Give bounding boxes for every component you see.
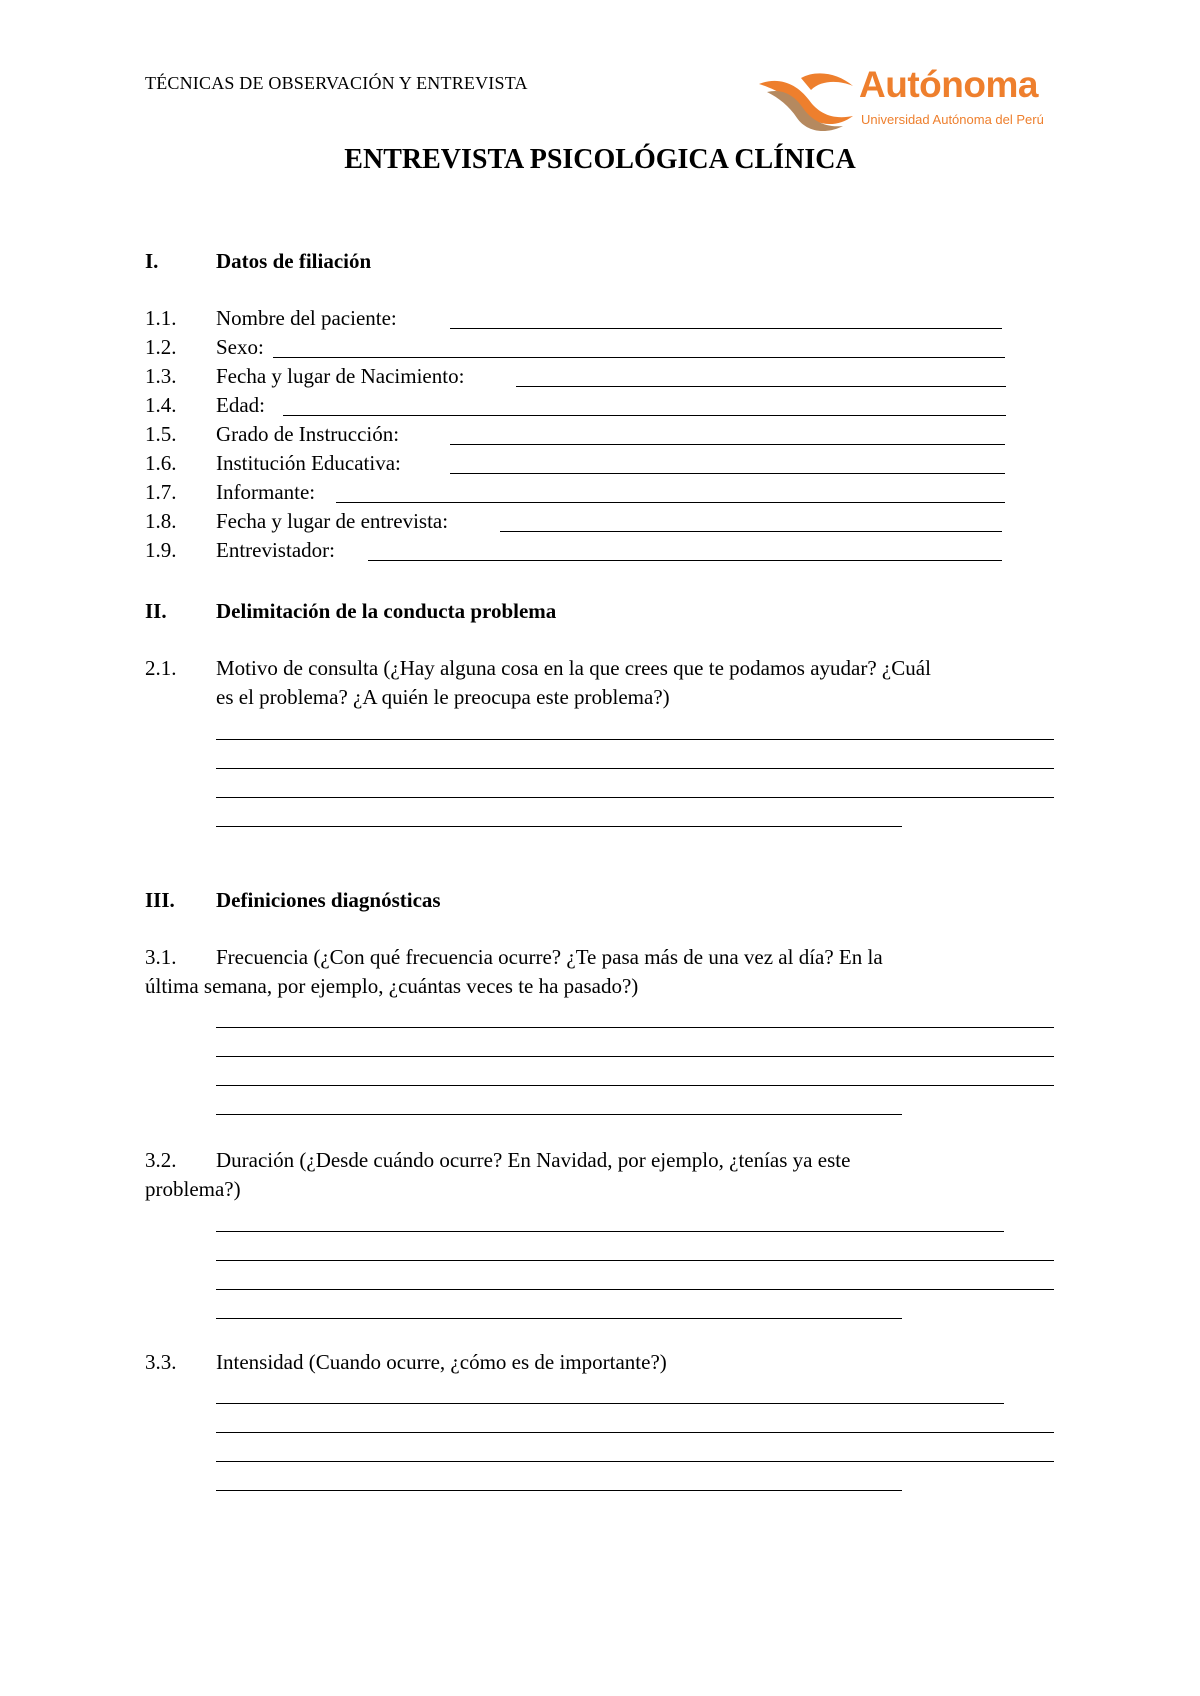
logo-swoosh-icon — [757, 70, 857, 134]
question-number: 3.2. — [145, 1148, 177, 1172]
question-text-line: última semana, por ejemplo, ¿cuántas veces te ha pasado?) — [145, 974, 639, 998]
field-number: 1.7. — [145, 480, 177, 504]
answer-line[interactable] — [216, 768, 1054, 769]
field-input-interviewer[interactable] — [368, 560, 1002, 561]
logo-subtitle: Universidad Autónoma del Perú — [861, 112, 1044, 127]
field-input-birth-date-place[interactable] — [516, 386, 1006, 387]
answer-line[interactable] — [216, 1289, 1054, 1290]
answer-line[interactable] — [216, 1461, 1054, 1462]
field-label-interviewer: Entrevistador: — [216, 538, 335, 562]
question-text-line: Intensidad (Cuando ocurre, ¿cómo es de importante?) — [216, 1350, 667, 1374]
section-2-title: Delimitación de la conducta problema — [216, 599, 557, 623]
section-3-number: III. — [145, 888, 175, 912]
question-text-line: Frecuencia (¿Con qué frecuencia ocurre? ¿Te pasa más de una vez al día? En la — [216, 945, 883, 969]
field-label-interview-date-place: Fecha y lugar de entrevista: — [216, 509, 449, 533]
answer-line[interactable] — [216, 1231, 1004, 1232]
answer-line[interactable] — [216, 1114, 902, 1115]
answer-line[interactable] — [216, 1085, 1054, 1086]
field-number: 1.8. — [145, 509, 177, 533]
field-label-institution: Institución Educativa: — [216, 451, 401, 475]
field-number: 1.1. — [145, 306, 177, 330]
field-label-age: Edad: — [216, 393, 265, 417]
section-1-title: Datos de filiación — [216, 249, 372, 273]
question-text-line: es el problema? ¿A quién le preocupa este problema?) — [216, 685, 670, 709]
answer-line[interactable] — [216, 1432, 1054, 1433]
question-number: 2.1. — [145, 656, 177, 680]
field-input-patient-name[interactable] — [450, 328, 1002, 329]
question-text-line: Duración (¿Desde cuándo ocurre? En Navidad, por ejemplo, ¿tenías ya este — [216, 1148, 851, 1172]
field-number: 1.6. — [145, 451, 177, 475]
field-input-informant[interactable] — [336, 502, 1005, 503]
question-text-line: Motivo de consulta (¿Hay alguna cosa en la que crees que te podamos ayudar? ¿Cuál — [216, 656, 931, 680]
field-label-patient-name: Nombre del paciente: — [216, 306, 397, 330]
answer-line[interactable] — [216, 1056, 1054, 1057]
section-3-title: Definiciones diagnósticas — [216, 888, 441, 912]
logo-wordmark: Autónoma — [859, 64, 1038, 105]
field-input-interview-date-place[interactable] — [500, 531, 1002, 532]
field-label-birth-date-place: Fecha y lugar de Nacimiento: — [216, 364, 465, 388]
answer-line[interactable] — [216, 826, 902, 827]
field-number: 1.3. — [145, 364, 177, 388]
section-1-number: I. — [145, 249, 159, 273]
question-text-line: problema?) — [145, 1177, 241, 1201]
university-logo — [757, 64, 1057, 134]
section-2-number: II. — [145, 599, 167, 623]
field-input-education-level[interactable] — [450, 444, 1005, 445]
answer-line[interactable] — [216, 1027, 1054, 1028]
field-number: 1.2. — [145, 335, 177, 359]
course-header: TÉCNICAS DE OBSERVACIÓN Y ENTREVISTA — [145, 73, 528, 93]
field-number: 1.5. — [145, 422, 177, 446]
answer-line[interactable] — [216, 1403, 1004, 1404]
answer-line[interactable] — [216, 1260, 1054, 1261]
answer-line[interactable] — [216, 1490, 902, 1491]
field-number: 1.9. — [145, 538, 177, 562]
field-input-institution[interactable] — [450, 473, 1005, 474]
field-label-education-level: Grado de Instrucción: — [216, 422, 400, 446]
page-title: ENTREVISTA PSICOLÓGICA CLÍNICA — [344, 144, 856, 175]
question-number: 3.1. — [145, 945, 177, 969]
answer-line[interactable] — [216, 797, 1054, 798]
answer-line[interactable] — [216, 739, 1054, 740]
field-input-sex[interactable] — [273, 357, 1005, 358]
question-number: 3.3. — [145, 1350, 177, 1374]
field-label-sex: Sexo: — [216, 335, 264, 359]
field-input-age[interactable] — [283, 415, 1006, 416]
answer-line[interactable] — [216, 1318, 902, 1319]
field-number: 1.4. — [145, 393, 177, 417]
field-label-informant: Informante: — [216, 480, 316, 504]
